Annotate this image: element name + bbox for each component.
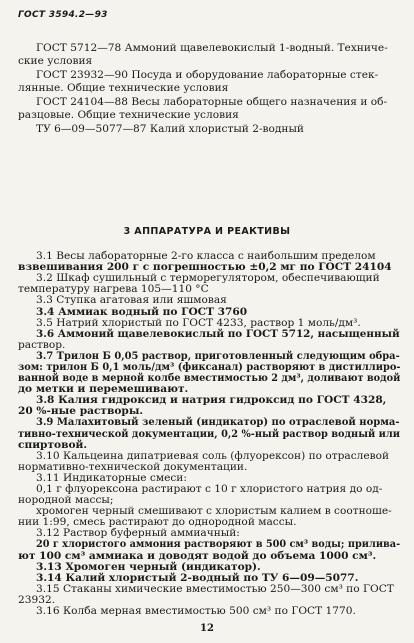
intro-line: ские условия	[18, 55, 93, 67]
body-line: 20 %-ные растворы.	[18, 405, 144, 418]
intro-line: лянные. Общие технические условия	[18, 82, 229, 94]
body-line: зом: трилон Б 0,1 моль/дм³ (фиксанал) растворяют в дистиллиро-	[18, 360, 401, 373]
body-line: 0,1 г флуорексона растирают с 10 г хлористого натрия до од-	[36, 483, 383, 495]
body-line: 3.11 Индикаторные смеси:	[36, 471, 187, 484]
body-line: нии 1:99, смесь растирают до однородной массы.	[18, 516, 297, 529]
body-line: 3.16 Колба мерная вместимостью 500 см³ по ГОСТ 1770.	[36, 605, 356, 617]
body-line: 3.7 Трилон Б 0,05 раствор, приготовленный следующим обра-	[36, 349, 400, 362]
body-line: ют 100 см³ аммиака и доводят водой до объема 1000 см³.	[18, 549, 377, 562]
body-line: 3.14 Калий хлористый 2-водный по ТУ 6—09—5077.	[36, 571, 359, 584]
body-line: 3.12 Раствор буферный аммиачный:	[36, 527, 240, 540]
body-line: тивно-технической документации, 0,2 %-ный раствор водный или	[18, 427, 401, 440]
intro-line: ГОСТ 24104—88 Весы лабораторные общего назначения и об-	[36, 96, 388, 108]
body-line: до метки и перемешивают.	[18, 383, 189, 396]
body-line: температуру нагрева 105—110 °С	[18, 283, 209, 296]
intro-line: ГОСТ 23932—90 Посуда и оборудование лабораторные стек-	[36, 69, 379, 81]
body-line: 3.1 Весы лабораторные 2-го класса с наибольшим пределом	[36, 250, 376, 262]
body-line: 3.5 Натрий хлористый по ГОСТ 4233, раствор 1 моль/дм³.	[36, 316, 361, 329]
body-line: спиртовой.	[18, 438, 88, 451]
body-line: 3.6 Аммоний щавелевокислый по ГОСТ 5712, насыщенный	[36, 327, 400, 340]
running-header: ГОСТ 3594.2—93	[18, 10, 108, 20]
body-line: раствор.	[18, 338, 66, 351]
body-line: 3.2 Шкаф сушильный с терморегулятором, обеспечивающий	[36, 272, 380, 285]
body-line: 23932.	[18, 593, 56, 606]
page-number: 12	[200, 623, 214, 634]
intro-line: ГОСТ 5712—78 Аммоний щавелевокислый 1-водный. Техниче-	[36, 42, 388, 54]
body-line: нормативно-технической документации.	[18, 460, 248, 473]
intro-line: разцовые. Общие технические условия	[18, 109, 239, 121]
body-line: 20 г хлористого аммония растворяют в 500 см³ воды; прилива-	[36, 538, 401, 551]
body-line: нородной массы;	[18, 494, 114, 507]
body-line: 3.4 Аммиак водный по ГОСТ 3760	[36, 305, 248, 318]
body-line: 3.13 Хромоген черный (индикатор).	[36, 560, 261, 573]
body-line: 3.8 Калия гидроксид и натрия гидроксид по ГОСТ 4328,	[36, 394, 387, 407]
body-line: взвешивания 200 г с погрешностью ±0,2 мг по ГОСТ 24104	[18, 261, 392, 274]
body-line: 3.3 Ступка агатовая или яшмовая	[36, 294, 227, 307]
body-line: 3.9 Малахитовый зеленый (индикатор) по отраслевой норма-	[36, 416, 400, 429]
body-line: ванной воде в мерной колбе вместимостью 2 дм³, доливают водой	[18, 372, 401, 384]
body-line: 3.15 Стаканы химические вместимостью 250—300 см³ по ГОСТ	[36, 582, 394, 595]
intro-line: ТУ 6—09—5077—87 Калий хлористый 2-водный	[36, 123, 304, 135]
body-line: хромоген черный смешивают с хлористым калием в соотноше-	[36, 505, 392, 518]
body-line: 3.10 Кальцеина дипатриевая соль (флуорексон) по отраслевой	[36, 449, 390, 462]
section-title: 3 АППАРАТУРА И РЕАКТИВЫ	[123, 226, 291, 237]
